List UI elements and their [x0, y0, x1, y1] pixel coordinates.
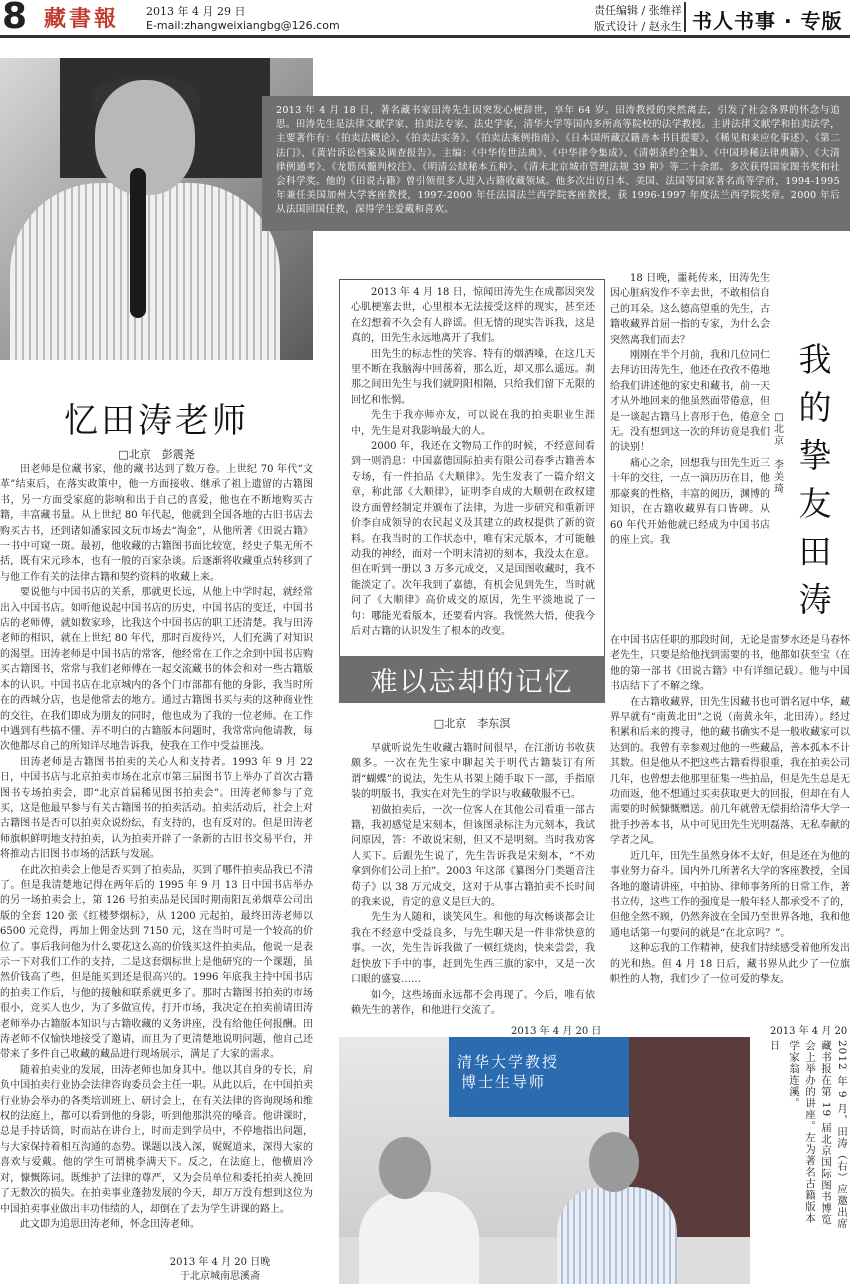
intro-box: 2013 年 4 月 18 日，著名藏书家田涛先生因突发心梗辞世，享年 64 岁。田涛教授的突然离去，引发了社会各界的怀念与追思。田涛先生是法律文献学家、拍卖法专家、法史学家，清华大学等国内多所高等院校的法学教授。主讲法律文献学和拍卖法学，主要著作有：《拍卖法概论》、《拍卖法实务》、《拍卖法案例指南》、《日本国所藏汉籍善本书目提要》、《稀见和来应化事述》、《第二法门》、《黄岩诉讼档案及调查报告》。主编：《中华传世法典》、《中华律令集成》、《清朝条约全集》、《中国珍稀法律典籍》、《大清律例通考》、《龙筋凤髓判校注》、《明清公牍秘本五种》、《清末北京城市管理法规 39 种》等二十余部。多次获得国家图书奖和社会科学奖。他的《田说古籍》曾引领很多人进入古籍收藏领域。他多次出访日本、美国、法国等国家著名高等学府，1994-1995 年兼任美国加州大学客座教授，1997-2000 年任法国法兰西学院客座教授，获 1996-1997 年度法兰西学院奖章。2000 年后从法国回国任教，深得学生爱戴和喜欢。 [262, 96, 850, 231]
article-4-title [795, 336, 835, 624]
title-char: 田 [798, 532, 832, 571]
paragraph: 田老师是位藏书家，他的藏书达到了数万卷。上世纪 70 年代“文革”结束后，在落实政策中，他一方面接收、继承了祖上遗留的古籍图书，另一方面受家庭的影响和出于自己的喜爱，他也在不断地购买古籍，丰富藏书量。从上世纪 80 年代起，他就到全国各地的古旧书店去购买古书，还到诸如潘家园文玩市场去“淘金”，从他所著《田说古籍》一书中可窥一斑。最初，他收藏的古籍图书面比较宽，经史子集无所不括，既有宋元珍本，也有一般的百家杂谈。后逐渐将收藏重点转移到了与他工作有关的法律古籍和契约资料的收藏上来。 [0, 464, 313, 583]
article-2-body [351, 285, 595, 639]
article-1-body [0, 462, 313, 1232]
paragraph: 在中国书店任职的那段时间，无论是雷梦水还是马春怀老先生，只要是给他找到需要的书，他都如获至宝（在他的第一部书《田说古籍》中有详细记载）。他与中国书店结下了不解之缘。 [610, 635, 850, 693]
header-divider [684, 2, 686, 32]
photo-caption: 2012 年 9 月，田涛（右）应邀出席藏书报在第 19 届北京国际图书博览会上举办的讲座。左为著名古籍版本学家翁连溪。 [788, 1040, 848, 1230]
author-char: 琦 [774, 484, 784, 495]
title-char: 友 [798, 484, 832, 523]
dateline-place: 于北京城南思溪斋 [180, 1271, 260, 1282]
author-char: 李 [774, 460, 784, 471]
paragraph: 先生于我亦师亦友，可以说在我的拍卖职业生涯中，先生是对我影响最大的人。 [351, 410, 595, 437]
author-char: 美 [774, 472, 784, 483]
paragraph: 2000 年，我还在文物局工作的时候，不经意间看到一则消息：中国嘉德国际拍卖有限公司春季古籍善本专场，有一件拍品《大顺律》。先生发表了一篇介绍文章，称此部《大顺律》，证明李自成的大顺朝在政权建设方面曾经制定并颁布了法律，为进一步研究和重新评价李自成领导的农民起义及其建立的政权提供了新的资料。在我当时的工作状态中，唯有宋元版本，才可能触动我的神经，面对一个明末清初的刻本，我没太在意。但在听到一册以 3 万多元成交，又是国图收藏时，我不能淡定了。次年我到了嘉德，有机会见到先生，当时就问了《大顺律》高价成交的原因，先生平淡地说了一句：哪能光看版本，还要看内容。我恍然大悟，使我今后对古籍的认识发生了根本的改变。 [351, 441, 595, 637]
banner-text: 博士生导师 [461, 1073, 547, 1091]
paragraph: 要说他与中国书店的关系，那就更长远，从他上中学时起，就经常出入中国书店。如听他说起中国书店的历史，中国书店的变迁，中国书店的老师傅，就如数家珍，比我这个中国书店的职工还清楚。我与田涛老师的相识，就在上世纪 80 年代，那时百废待兴，人们充满了对知识的渴望。田涛老师是中国书店的常客，他经常在工作之余到中国书店购买古籍图书，常常与我们老师傅在一起交流藏书的体会和对一些古籍版本的认识。中国书店在北京城内的各个门市部都有他的身影，我当时所在的西城分店，也是他常去的地方。通过古籍图书买与卖的这种商业性的交往，在我们即成为朋友的同时，他也成为了我的一位老师。在工作中遇到有些搞不懂、弄不明白的古籍版本问题时，我常常向他请教，每次他都尽自己的所知详尽地告诉我，使我在工作中受益匪浅。 [0, 587, 313, 753]
title-char: 涛 [798, 580, 832, 619]
author-char: 京 [774, 436, 784, 447]
article-4-body-wide [610, 633, 850, 987]
newspaper-logo: 藏書報 [44, 6, 120, 32]
paragraph: 早就听说先生收藏古籍时间很早，在江浙访书收获颇多。一次在先生家中聊起关于明代古籍装订有所谓“蝴蝶”的说法，先生从书架上随手取下一部，手指原装的明版书，我实在对先生的学识与收藏敬服不已。 [351, 743, 595, 801]
title-char: 的 [798, 388, 832, 427]
article-4-author [771, 412, 787, 496]
paragraph: 18 日晚，噩耗传来，田涛先生因心脏病发作不幸去世，不敢相信自己的耳朵。这么德高望重的先生，古籍收藏界首屈一指的专家，为什么会突然离我们而去？ [610, 273, 770, 346]
article-4-body-narrow [610, 271, 770, 548]
paragraph: 痛心之余，回想我与田先生近三十年的交往，一点一滴历历在目，他那豪爽的性格，丰富的阅历，渊博的知识，在古籍收藏界有口皆碑。从 60 年代开始他就已经成为中国书店的座上宾。我 [610, 457, 770, 546]
paragraph: 刚刚在半个月前，我和几位同仁去拜访田涛先生，他还在孜孜不倦地给我们讲述他的家史和藏书，前一天才从外地回来的他虽然面带倦意，但是一谈起古籍马上喜形于色，倦意全无。没有想到这一次的拜访竟是我们的诀别！ [610, 350, 770, 454]
column-title: 书人书事 · 专版 [692, 9, 843, 33]
paragraph: 随着拍卖业的发展，田涛老师也加身其中。他以其自身的专长，肩负中国拍卖行业协会法律咨询委员会主任一职。从此以后，在中国拍卖行业协会举办的各类培训班上、研讨会上，在有关法律的咨询现场和维权的法庭上，都可以看到他的身影，听到他那洪亮的嗓音。他讲课时，总是手持话筒，时而站在讲台上，时而走到学员中，不停地指出问题，与大家保持着相互沟通的态势。课题以浅入深，娓娓道来，深得大家的喜欢与爱戴。他的学生可谓桃李满天下。反之，在法庭上，他横眉冷对，慷慨陈词。既维护了法律的尊严，又为会员单位和委托拍卖人挽回了无数次的损失。在拍卖事业蓬勃发展的今天，却万万没有想到这位为中国拍卖事业做出丰功伟绩的人，却倒在了去为学生讲课的路上。 [0, 1064, 313, 1215]
paragraph: 初做拍卖后，一次一位客人在其他公司看重一部古籍，我初感觉是宋刻本，但该图录标注为元刻本，我试问原因，答：不敢说宋刻，但又不是明刻。当时我劝客人买下。后跟先生说了，先生告诉我是宋刻本，“不劝拿到你们公司上拍”。2003 年这部《纂图分门类题音注荀子》以 38 万元成交，这对于从事古籍拍卖不长时间的我来说，肯定的意义是巨大的。 [351, 804, 595, 909]
paragraph: 此文即为追思田涛老师，怀念田涛老师。 [20, 1218, 200, 1230]
editor-email: E-mail:zhangweixiangbg@126.com [146, 19, 340, 32]
issue-date: 2013 年 4 月 29 日 [146, 5, 246, 18]
designer-credit: 版式设计 / 赵永生 [594, 20, 682, 33]
title-char: 我 [798, 340, 832, 379]
dateline-date: 2013 年 4 月 20 日晚 [169, 1257, 271, 1268]
author-char: □ [774, 412, 784, 423]
page-number: 8 [2, 0, 28, 37]
editor-credit: 责任编辑 / 张维祥 [594, 4, 682, 17]
paragraph: 近几年，田先生虽然身体不太好，但是还在为他的事业努力奋斗。国内外几所著名大学的客座教授，全国各地的邀请讲座，中拍协、律师事务所的日常工作，著书立传，这些工作的强度是一般年轻人都承受不了的，但他全然不顾，仍然奔波在全国乃至世界各地，我和他通电话第一句要问的就是“在北京吗？”。 [610, 850, 850, 939]
article-3-title: 难以忘却的记忆 [370, 667, 574, 698]
lecture-photo [339, 1037, 750, 1284]
paragraph: 2013 年 4 月 18 日，惊闻田涛先生在成都因突发心肌梗塞去世，心里根本无法接受这样的现实，甚至还在幻想着不久会有人辟谣。但无情的现实告诉我，这是真的，田先生永远地离开了我们。 [351, 287, 595, 345]
article-1-title: 忆田涛老师 [64, 401, 249, 441]
title-char: 挚 [798, 436, 832, 475]
paragraph: 在古籍收藏界，田先生因藏书也可谓名冠中华，藏界早就有“南黄北田”之说（南黄永年，北田涛）。经过积累和后来的搜寻，他的藏书确实不是一般收藏家可以达到的。我曾有幸参观过他的一些藏品，善本孤本不计其数。但是他从不把这些古籍看得很重，我在拍卖公司几年，也曾想去他那里征集一些拍品，但是先生总是无功而返，他不想通过买卖获取更大的回报，但却在有人需要的时候慷慨赠送。前几年就曾无偿捐给清华大学一批手抄善本书，从中可见田先生光明磊落、无私奉献的学者之风。 [610, 696, 850, 847]
paragraph: 如今，这些场面永远都不会再现了。今后，唯有依赖先生的著作，和他进行交流了。 [351, 989, 595, 1016]
paragraph: 先生为人随和，谈笑风生。和他的每次畅谈都会让我在不经意中受益良多，与先生聊天是一件非常快意的事。一次，先生告诉我做了一顿红烧肉，快来尝尝，我赶快放下手中的事，赶到先生西三旗的家中，又是一次口眼的盛宴…… [351, 912, 595, 986]
banner-text: 清华大学教授 [457, 1053, 560, 1071]
author-char: 北 [774, 424, 784, 435]
paragraph: 田先生的标志性的笑容、特有的烟酒嗓，在这几天里不断在我脑海中回荡着，那么近，却又那么遥远。刹那之间田先生与我们就阴阳相隔，只给我们留下无限的回忆和怅惘。 [351, 348, 595, 406]
article-3-date: 2013 年 4 月 20 日 [511, 1026, 602, 1037]
article-1-dateline [130, 1256, 310, 1284]
article-3-author: □北京 李东溟 [433, 717, 511, 730]
paragraph: 在此次拍卖会上他是否买到了拍卖品，买到了哪件拍卖品我已不清了。但是我清楚地记得在两年后的 1995 年 9 月 13 日中国书店举办的另一场拍卖会上，第 126 号拍卖品是民国时期南阳瓦弟烟草公司出版的全套 120 张《红楼梦烟标》，从 1200 元起拍，最终田涛老师以 6500 元竞得，再加上佣金达到 7150 元，这在当时可是一个较高的价位了。事后我问他为什么要花这么高的价钱买这件拍卖品，他说一是表示一下对我们工作的支持，二是这套烟标世上是他研究的一个课题，虽然价钱高了些，但是能买到还是很高兴的。1996 年底我主持中国书店的拍卖工作后，与他的接触和联系就更多了。那时古籍图书拍卖的市场很小，竞买人也少，为了多做宣传，打开市场，我决定在拍卖前请田涛老师举办古籍版本知识与古籍收藏的义务讲座，没有给他任何报酬。田涛老师不仅愉快地接受了邀请，而且为了更清楚地说明问题，他自己还带来了多件自己收藏的藏品进行现场展示，满足了大家的需求。 [0, 864, 313, 1061]
article-1-author: □北京 彭震尧 [118, 448, 195, 461]
microphone-icon [130, 168, 146, 318]
author-char [771, 448, 787, 460]
article-4-date: 2013 年 4 月 20 日 [770, 1026, 848, 1052]
article-3-body [351, 741, 595, 1018]
paragraph: 这种忘我的工作精神，使我们持续感受着他所发出的光和热。但 4 月 18 日后，藏书界从此少了一位旗帜性的人物，我们少了一位可爱的挚友。 [610, 943, 850, 985]
paragraph: 田涛老师是古籍图书拍卖的关心人和支持者。1993 年 9 月 22 日，中国书店与北京拍卖市场在北京市第三届图书节上举办了首次古籍图书专场拍卖会，即“北京首届稀见图书拍卖会”。田涛老师参与了竞买，这是他最早参与有关古籍图书的拍卖活动。拍卖活动后，社会上对古籍图书是否可以拍卖众说纷纭，有支持的，也有反对的。但是田涛老师旗帜鲜明地支持拍卖，认为拍卖开辟了一条新的古旧书交易平台，并将推动古旧图书市场的活跃与发展。 [0, 756, 313, 861]
